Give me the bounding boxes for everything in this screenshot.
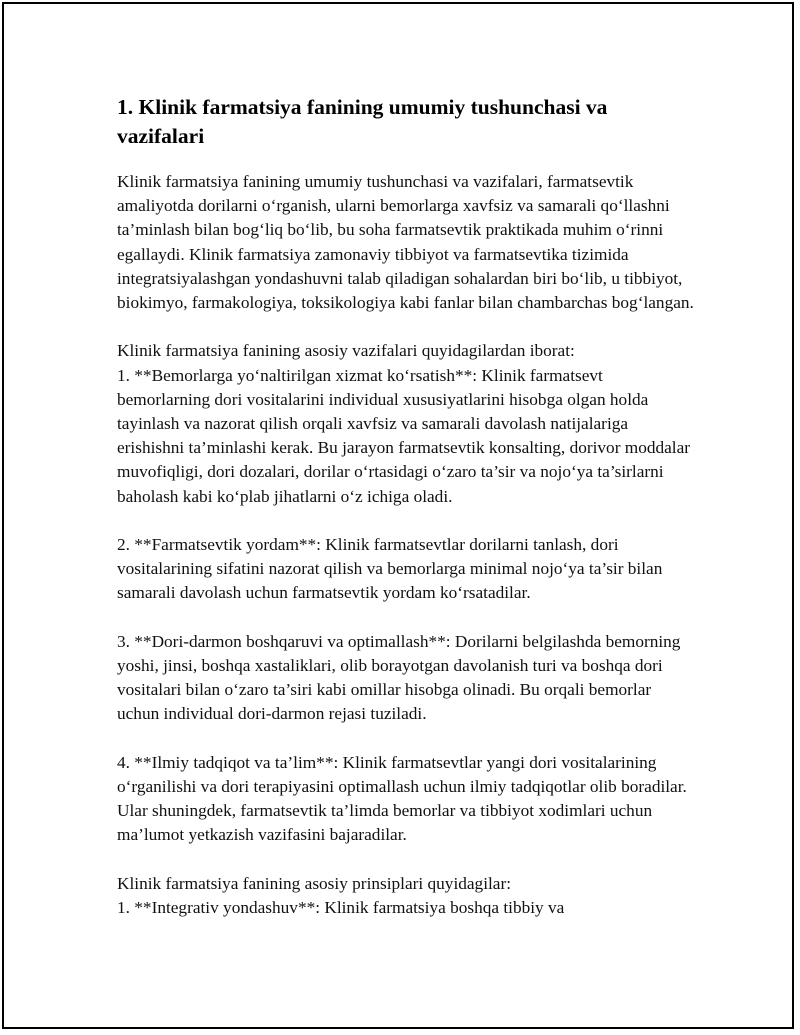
principles-paragraph: Klinik farmatsiya fanining asosiy prinsiplari quyidagilar: 1. **Integrativ yondashuv**: Klinik farmatsiya boshqa tibbiy va	[117, 873, 565, 918]
document-body	[117, 93, 697, 920]
section-heading: 1. Klinik farmatsiya fanining umumiy tushunchasi va vazifalari	[117, 95, 608, 148]
intro-paragraph: Klinik farmatsiya fanining umumiy tushunchasi va vazifalari, farmatsevtik amaliyotda dorilarni o‘rganish, ularni bemorlarga xavfsiz va samarali qo‘llashni ta’minlash bilan bog‘liq bo‘lib, bu soha farmatsevtik praktikada muhim o‘rinni egallaydi. Klinik farmatsiya zamonaviy tibbiyot va farmatsevtika tizimida integratsiyalashgan yondashuvni talab qiladigan sohalardan biri bo‘lib, u tibbiyot, biokimyo, farmakologiya, toksikologiya kabi fanlar bilan chambarchas bog‘langan.	[117, 172, 694, 313]
tasks-paragraph: Klinik farmatsiya fanining asosiy vazifalari quyidagilardan iborat: 1. **Bemorlarga yo‘naltirilgan xizmat ko‘rsatish**: Klinik farmatsevt bemorlarning dori vositalarini individual xususiyatlarini hisobga olgan holda tayinlash va nazorat qilish orqali xavfsiz va samarali davolash natijalariga erishishni ta’minlashi kerak. Bu jarayon farmatsevtik konsalting, dorivor moddalar muvofiqligi, dori dozalari, dorilar o‘rtasidagi o‘zaro ta’sir va nojo‘ya ta’sirlarni baholash kabi ko‘plab jihatlarni o‘z ichiga oladi.	[117, 341, 691, 506]
drug-management-paragraph: 3. **Dori-darmon boshqaruvi va optimallash**: Dorilarni belgilashda bemorning yoshi, jinsi, boshqa xastaliklari, olib borayotgan davolanish turi va boshqa dori vositalari bilan o‘zaro ta’siri kabi omillar hisobga olinadi. Bu orqali bemorlar uchun individual dori-darmon rejasi tuziladi.	[117, 631, 681, 724]
pharma-help-paragraph: 2. **Farmatsevtik yordam**: Klinik farmatsevtlar dorilarni tanlash, dori vositalarining sifatini nazorat qilish va bemorlarga minimal nojo‘ya ta’sir bilan samarali davolash uchun farmatsevtik yordam ko‘rsatadilar.	[117, 535, 663, 603]
research-paragraph: 4. **Ilmiy tadqiqot va ta’lim**: Klinik farmatsevtlar yangi dori vositalarining o‘rganilishi va dori terapiyasini optimallash uchun ilmiy tadqiqotlar olib boradilar. Ular shuningdek, farmatsevtik ta’limda bemorlar va tibbiyot xodimlari uchun ma’lumot yetkazish vazifasini bajaradilar.	[117, 752, 687, 845]
